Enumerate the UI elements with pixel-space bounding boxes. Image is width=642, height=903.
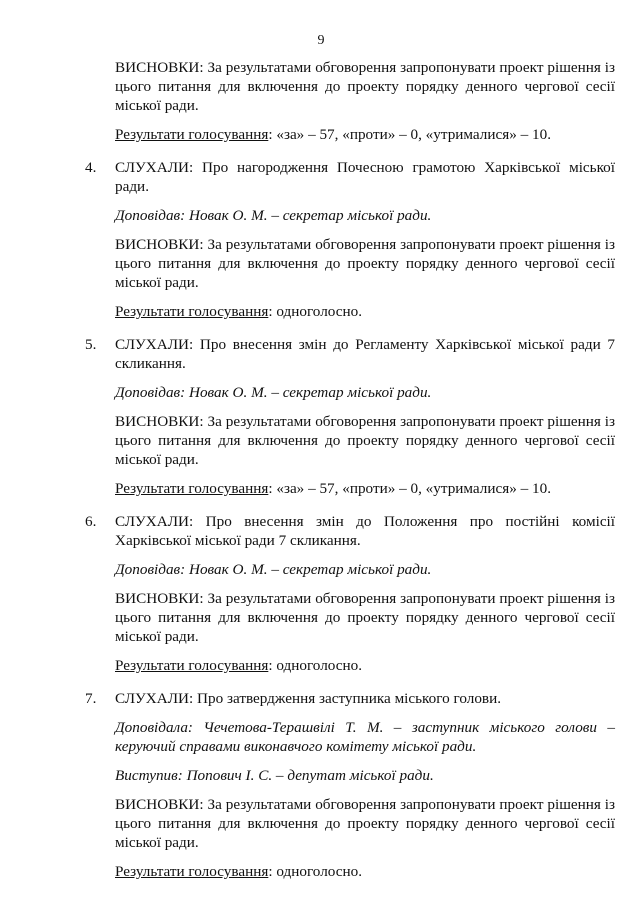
heard-paragraph — [115, 158, 615, 196]
conclusion-paragraph — [85, 795, 615, 852]
page-number: 9 — [317, 33, 325, 48]
vote-result — [85, 125, 615, 144]
heard-text: Про затвердження заступника міського голови. — [193, 690, 502, 707]
conclusion-label: ВИСНОВКИ: — [115, 590, 204, 607]
heard-paragraph — [115, 512, 615, 550]
conclusion-paragraph — [85, 412, 615, 469]
vote-result — [85, 479, 615, 498]
conclusion-text: За результатами обговорення запропонувати проект рішення із цього питання для включення до проекту порядку денного чергової сесії міської ради. — [115, 236, 615, 291]
heard-label: СЛУХАЛИ: — [115, 336, 194, 353]
conclusion-text: За результатами обговорення запропонувати проект рішення із цього питання для включення до проекту порядку денного чергової сесії міської ради. — [115, 59, 615, 114]
vote-label: Результати голосування — [115, 657, 269, 674]
conclusion-label: ВИСНОВКИ: — [115, 59, 204, 76]
heard-label: СЛУХАЛИ: — [115, 159, 194, 176]
agenda-item-6 — [85, 512, 615, 550]
item-number: 4. — [85, 159, 97, 176]
vote-text: : одноголосно. — [268, 657, 363, 674]
conclusion-label: ВИСНОВКИ: — [115, 413, 204, 430]
agenda-item-5 — [85, 335, 615, 373]
vote-text: : одноголосно. — [268, 863, 363, 880]
vote-result — [85, 862, 615, 881]
agenda-item-4 — [85, 158, 615, 196]
heard-paragraph — [115, 689, 615, 708]
heard-label: СЛУХАЛИ: — [115, 513, 194, 530]
vote-label: Результати голосування — [115, 303, 269, 320]
speaker-line: Доповідав: Новак О. М. – секретар міської ради. — [115, 384, 432, 401]
conclusion-paragraph — [85, 235, 615, 292]
speaker-line: Доповідав: Новак О. М. – секретар міської ради. — [115, 207, 432, 224]
vote-result — [85, 656, 615, 675]
conclusion-paragraph — [85, 589, 615, 646]
heard-text: Про внесення змін до Регламенту Харківської міської ради 7 скликання. — [115, 336, 615, 372]
vote-label: Результати голосування — [115, 863, 269, 880]
vote-label: Результати голосування — [115, 480, 269, 497]
heard-paragraph — [115, 335, 615, 373]
conclusion-text: За результатами обговорення запропонувати проект рішення із цього питання для включення до проекту порядку денного чергової сесії міської ради. — [115, 796, 615, 851]
item-number: 5. — [85, 336, 97, 353]
speaker-line: Доповідала: Чечетова-Терашвілі Т. М. – заступник міського голови – керуючий справами виконавчого комітету міської ради. — [115, 719, 615, 755]
speaker-line: Доповідав: Новак О. М. – секретар міської ради. — [115, 561, 432, 578]
vote-text: : «за» – 57, «проти» – 0, «утрималися» – 10. — [268, 126, 551, 143]
conclusion-paragraph — [85, 58, 615, 115]
agenda-item-7 — [85, 689, 615, 708]
conclusion-label: ВИСНОВКИ: — [115, 236, 204, 253]
conclusion-label: ВИСНОВКИ: — [115, 796, 204, 813]
heard-label: СЛУХАЛИ: — [115, 690, 194, 707]
vote-text: : одноголосно. — [268, 303, 363, 320]
conclusion-text: За результатами обговорення запропонувати проект рішення із цього питання для включення до проекту порядку денного чергової сесії міської ради. — [115, 413, 615, 468]
vote-text: : «за» – 57, «проти» – 0, «утрималися» – 10. — [268, 480, 551, 497]
vote-label: Результати голосування — [115, 126, 269, 143]
speaker-line: Виступив: Попович І. С. – депутат міської ради. — [115, 767, 434, 784]
item-number: 6. — [85, 513, 97, 530]
conclusion-text: За результатами обговорення запропонувати проект рішення із цього питання для включення до проекту порядку денного чергової сесії міської ради. — [115, 590, 615, 645]
item-number: 7. — [85, 690, 97, 707]
heard-text: Про нагородження Почесною грамотою Харківської міської ради. — [115, 159, 615, 195]
document-body — [85, 58, 615, 895]
heard-text: Про внесення змін до Положення про постійні комісії Харківської міської ради 7 скликання. — [115, 513, 615, 549]
vote-result — [85, 302, 615, 321]
